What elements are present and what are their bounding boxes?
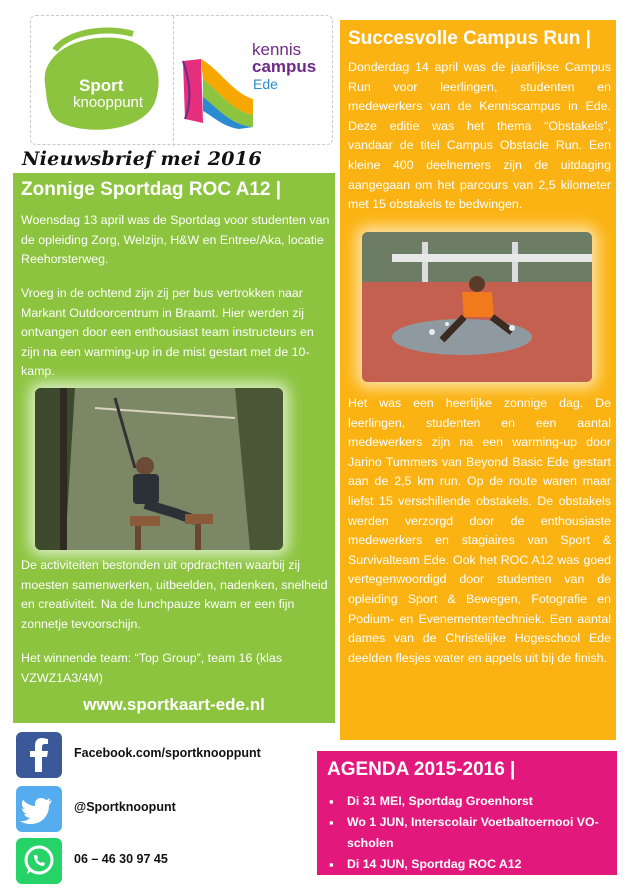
agenda-panel — [317, 751, 617, 875]
whatsapp-row[interactable] — [16, 838, 316, 884]
sportknooppunt-logo — [37, 24, 167, 139]
logo-box — [30, 15, 333, 145]
phone-number[interactable]: 06 – 46 30 97 45 — [74, 852, 168, 866]
facebook-row[interactable] — [16, 732, 316, 778]
left-article-paragraph-3: De activiteiten bestonden uit opdrachten waarbij zij moesten samenwerken, uitbeelden, nadenken, snelheid en creativiteit. Na de lunchpauze kwam er een fijn zonnetje tevoorschijn. — [21, 558, 328, 631]
right-article-title: Succesvolle Campus Run | — [348, 28, 591, 49]
left-article-paragraph-1: Woensdag 13 april was de Sportdag voor studenten van de opleiding Zorg, Welzijn, H&W en Entree/Aka, locatie Reehorsterweg. — [21, 213, 330, 266]
website-link[interactable]: www.sportkaart-ede.nl — [83, 695, 265, 714]
kennis-logo-line2: campus — [252, 57, 317, 76]
whatsapp-icon[interactable] — [16, 838, 62, 884]
agenda-item: ▪ Wo 1 JUN, Interscolair Voetbaltoernooi VO-scholen — [327, 812, 612, 854]
agenda-item: ▪ Di 14 JUN, Sportdag ROC A12 — [327, 854, 612, 875]
kennis-logo-line1: kennis — [252, 40, 302, 59]
newsletter-title: Nieuwsbrief mei 2016 — [22, 148, 262, 170]
sport-logo-line1: Sport — [79, 76, 124, 95]
logo-divider — [173, 16, 174, 146]
sport-logo-line2: knooppunt — [73, 94, 144, 111]
agenda-title: AGENDA 2015-2016 | — [327, 759, 516, 780]
left-article-title: Zonnige Sportdag ROC A12 | — [21, 179, 282, 200]
twitter-row[interactable] — [16, 786, 316, 832]
right-article-paragraph-2: Het was een heerlijke zonnige dag. De leerlingen, studenten en een aantal medewerkers zijn na een warming-up door Jarino Tummers van Beyond Basic Ede gestart aan de 2,5 km run. Op de route waren maar liefst 15 verschillende obstakels. De obstakels werden verzorgd door de enthousiaste medewerkers en stagiaires van Sport & Survivalteam Ede. Ook het ROC A12 was goed vertegenwoordigd door studenten van de opleiding Sport & Bewegen, Fotografie en Podium- en Evenemententechniek. Een aantal dames van de Christelijke Hogeschool Ede deelden flesjes water en appels uit bij de finish. — [348, 396, 611, 665]
agenda-item: ▪ Di 31 MEI, Sportdag Groenhorst — [327, 791, 612, 812]
facebook-icon[interactable] — [16, 732, 62, 778]
agenda-list — [327, 791, 612, 875]
left-article-paragraph-4: Het winnende team: “Top Group”, team 16 (klas VZWZ1A3/4M) — [21, 651, 283, 685]
campus-run-photo — [362, 232, 592, 382]
kennis-logo-line3: Ede — [253, 76, 278, 92]
right-article-paragraph-1: Donderdag 14 april was de jaarlijkse Campus Run voor leerlingen, studenten en medewerkers van de Kenniscampus in Ede. Deze editie was het thema “Obstakels”, vandaar de titel Campus Obstacle Run. Een kleine 400 deelnemers zijn de uitdaging aangegaan om het parcours van 2,5 kilometer met 15 obstakels te bedwingen. — [348, 60, 611, 212]
facebook-link[interactable]: Facebook.com/sportknooppunt — [74, 746, 261, 760]
left-article-paragraph-2: Vroeg in de ochtend zijn zij per bus vertrokken naar Markant Outdoorcentrum in Braamt. Hier werden zij ontvangen door een enthousiast team instructeurs en zijn na een warming-up in de mist gestart met de 10-kamp. — [21, 286, 314, 378]
kenniscampus-logo — [179, 24, 329, 139]
right-article-panel — [340, 20, 616, 740]
twitter-icon[interactable] — [16, 786, 62, 832]
left-article-panel — [13, 173, 335, 723]
twitter-link[interactable]: @Sportknoopunt — [74, 800, 176, 814]
sportdag-photo — [35, 388, 283, 550]
